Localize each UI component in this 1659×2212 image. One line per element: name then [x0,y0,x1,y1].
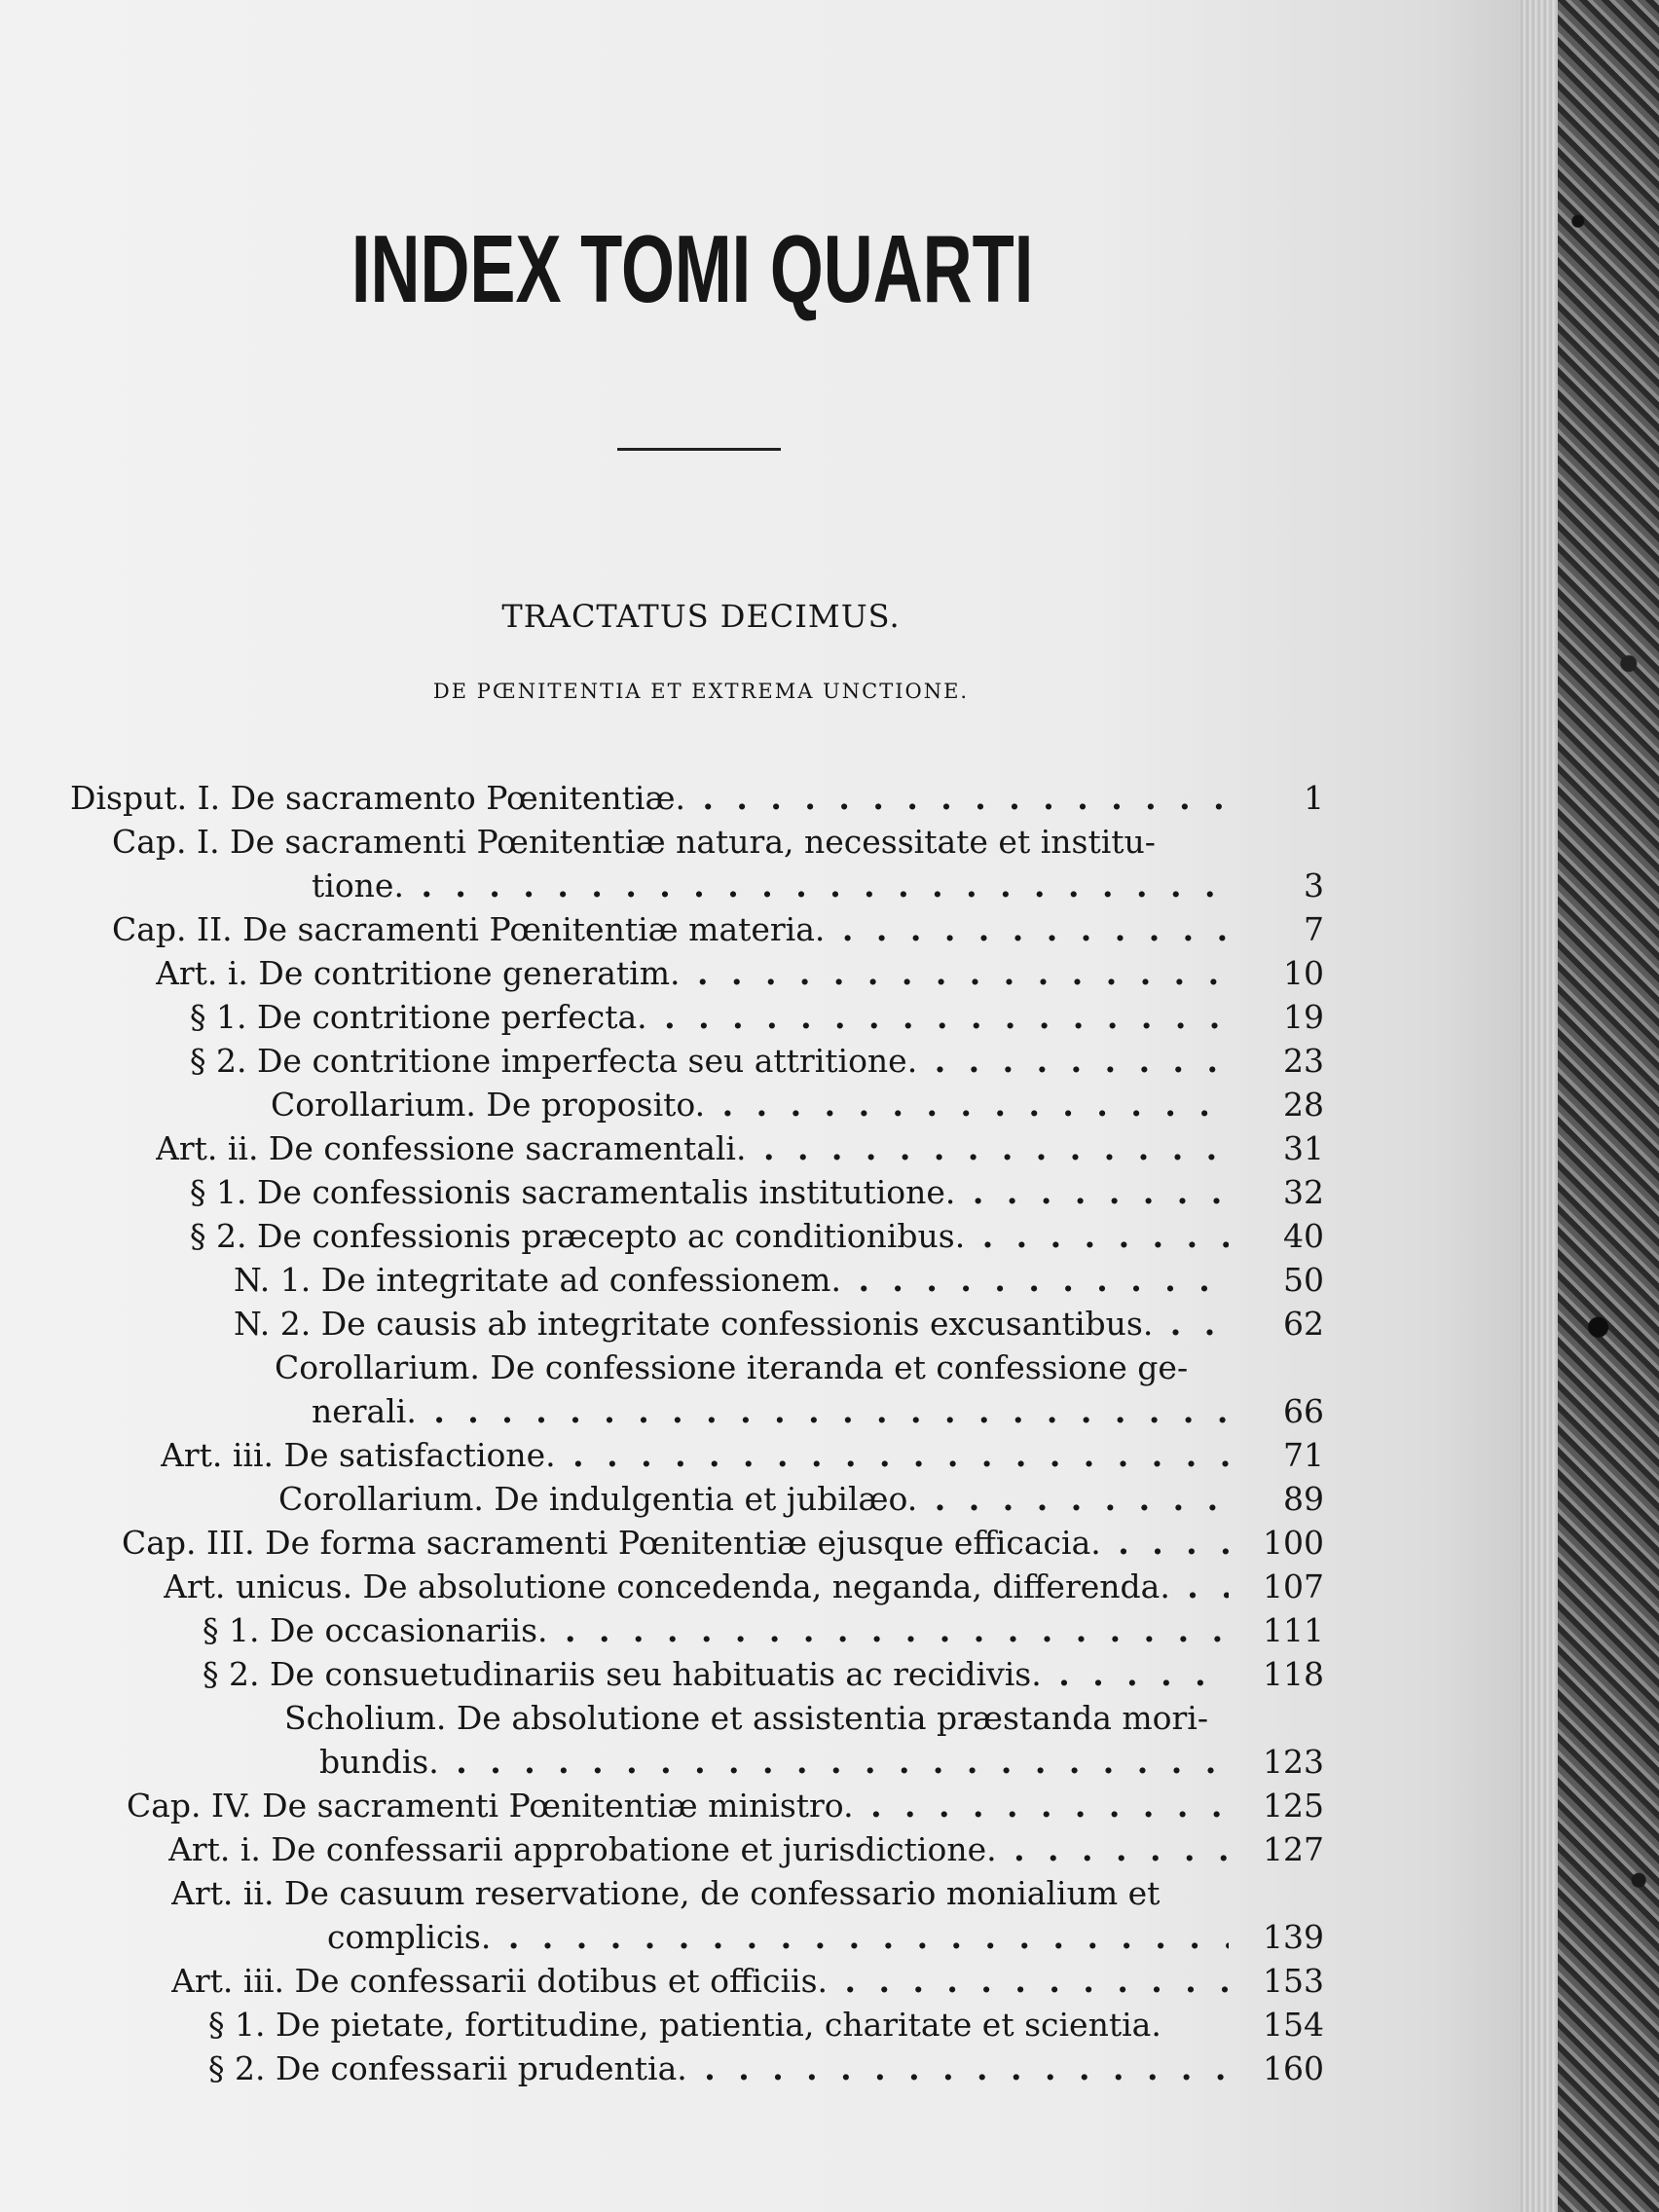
toc-entry-page: 31 [1283,1129,1324,1167]
tractatus-heading: TRACTATUS DECIMUS. [501,598,901,635]
toc-entry-text: § 2. De confessarii prudentia. . . . [208,2049,1229,2092]
toc-entry-page: 50 [1283,1261,1324,1299]
toc-entry-page: 127 [1263,1830,1324,1868]
marbled-cover-edge [1558,0,1659,2212]
toc-entry-page: 23 [1283,1042,1324,1080]
toc-entry-text: Corollarium. De indulgentia et jubilæo. . . . [278,1480,1229,1523]
toc-entry-page: 154 [1263,2006,1324,2044]
toc-entry-page: 19 [1283,998,1324,1036]
toc-entry-text: § 1. De confessionis sacramentalis institutione. . . . [190,1173,1229,1216]
toc-entry-page: 100 [1263,1524,1324,1562]
toc-entry-text: Art. i. De contritione generatim. . . . [156,954,1229,997]
toc-entry-text: § 2. De confessionis præcepto ac conditionibus. . . . [190,1217,1229,1260]
toc-entry-text: Art. unicus. De absolutione concedenda, neganda, differenda. . . . [164,1567,1229,1610]
toc-entry-text: § 1. De pietate, fortitudine, patientia, charitate et scientia. [208,2006,1161,2044]
toc-entry-text: Corollarium. De confessione iteranda et confessione ge- [275,1348,1189,1386]
toc-entry-page: 125 [1263,1787,1324,1825]
toc-entry-text: Art. ii. De confessione sacramentali. . . . [156,1129,1229,1172]
toc-entry-page: 32 [1283,1173,1324,1211]
toc-entry-page: 7 [1304,910,1324,948]
toc-entry-page: 89 [1283,1480,1324,1518]
toc-entry-text: Art. iii. De confessarii dotibus et officiis. . . . [171,1962,1229,2005]
toc-entry-page: 10 [1283,954,1324,992]
toc-entry-text: N. 1. De integritate ad confessionem. . . . [234,1261,1229,1304]
toc-entry-text: bundis. . . . [319,1743,1229,1786]
toc-entry-page: 40 [1283,1217,1324,1255]
toc-entry-page: 118 [1263,1655,1324,1693]
toc-entry-text: § 1. De contritione perfecta. . . . [190,998,1229,1041]
toc-entry-page: 28 [1283,1086,1324,1124]
toc-entry-text: Corollarium. De proposito. . . . [271,1086,1229,1128]
toc-entry-text: Cap. I. De sacramenti Pœnitentiæ natura, necessitate et institu- [112,823,1156,861]
toc-entry-page: 160 [1263,2049,1324,2087]
page-edge [1519,0,1558,2212]
toc-entry-text: Art. iii. De satisfactione. . . . [161,1436,1229,1479]
tractatus-subject: DE PŒNITENTIA ET EXTREMA UNCTIONE. [432,680,970,703]
toc-entry-text: § 2. De consuetudinariis seu habituatis ac recidivis. . . . [203,1655,1229,1698]
toc-entry-text: Art. ii. De casuum reservatione, de confessario monialium et [171,1874,1161,1912]
toc-entry-page: 107 [1263,1567,1324,1605]
toc-entry-text: complicis. . . . [327,1918,1229,1961]
toc-entry-text: Cap. II. De sacramenti Pœnitentiæ materia. . . . [112,910,1229,953]
toc-entry-page: 139 [1263,1918,1324,1956]
toc-entry-page: 153 [1263,1962,1324,2000]
title-rule [617,448,781,451]
toc-entry-page: 1 [1304,779,1324,817]
toc-entry-text: N. 2. De causis ab integritate confessionis excusantibus. . . . [234,1305,1229,1347]
toc-entry-text: Scholium. De absolutione et assistentia præstanda mori- [284,1699,1208,1737]
toc-entry-text: § 2. De contritione imperfecta seu attritione. . . . [190,1042,1229,1085]
toc-entry-page: 62 [1283,1305,1324,1343]
toc-entry-text: tione. . . . [312,866,1229,909]
toc-entry-page: 111 [1263,1611,1324,1649]
toc-entry-text: nerali. . . . [312,1392,1229,1435]
toc-entry-page: 3 [1304,866,1324,904]
toc-entry-text: Art. i. De confessarii approbatione et jurisdictione. . . . [168,1830,1229,1873]
toc-entry-text: Disput. I. De sacramento Pœnitentiæ. . . . [70,779,1229,822]
toc-entry-page: 123 [1263,1743,1324,1781]
toc-entry-text: Cap. III. De forma sacramenti Pœnitentiæ ejusque efficacia. . . . [122,1524,1229,1567]
toc-entry-text: Cap. IV. De sacramenti Pœnitentiæ ministro. . . . [127,1787,1229,1829]
index-title: INDEX TOMI QUARTI [350,215,1034,322]
toc-entry-text: § 1. De occasionariis. . . . [203,1611,1229,1654]
toc-entry-page: 66 [1283,1392,1324,1430]
toc-entry-page: 71 [1283,1436,1324,1474]
